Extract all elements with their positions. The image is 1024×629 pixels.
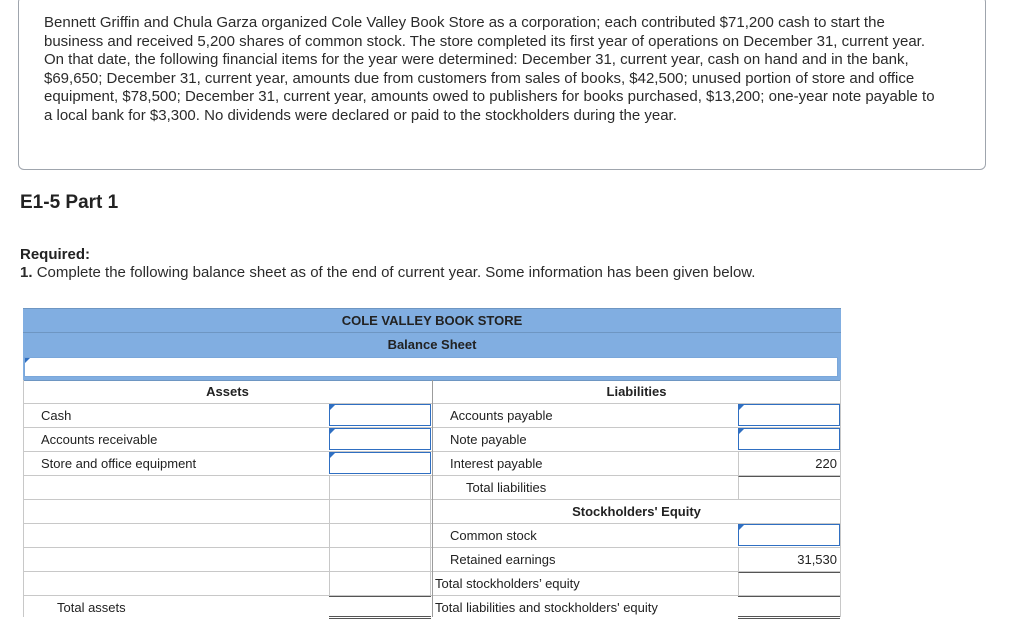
empty-cell xyxy=(329,572,431,595)
total-liabilities-equity-label: Total liabilities and stockholders' equity xyxy=(435,600,658,615)
total-liabilities-label: Total liabilities xyxy=(466,480,547,495)
dropdown-flag-icon xyxy=(330,429,335,434)
statement-title: Balance Sheet xyxy=(23,332,841,357)
liability-label-accounts-payable: Accounts payable xyxy=(450,408,553,423)
empty-cell xyxy=(329,548,431,571)
required-instruction-text: Complete the following balance sheet as of the end of current year. Some information has been given below. xyxy=(36,264,756,281)
empty-cell xyxy=(329,524,431,547)
note-payable-input[interactable] xyxy=(738,428,840,450)
common-stock-input[interactable] xyxy=(738,524,840,546)
empty-cell xyxy=(329,500,431,523)
dropdown-flag-icon xyxy=(739,525,744,530)
accounts-payable-input[interactable] xyxy=(738,404,840,426)
retained-earnings-value: 31,530 xyxy=(738,548,840,571)
part-title: E1-5 Part 1 xyxy=(20,192,119,213)
table-border-right xyxy=(840,380,841,617)
dropdown-flag-icon xyxy=(330,453,335,458)
total-assets-value xyxy=(329,596,431,619)
accounts-receivable-input[interactable] xyxy=(329,428,431,450)
liabilities-heading: Liabilities xyxy=(606,384,667,399)
total-liabilities-value xyxy=(738,476,840,499)
dropdown-flag-icon xyxy=(330,405,335,410)
equity-label-retained-earnings: Retained earnings xyxy=(450,552,556,567)
total-equity-value xyxy=(738,572,840,595)
required-label: Required: xyxy=(20,246,91,263)
asset-label-cash: Cash xyxy=(41,408,72,423)
table-divider xyxy=(432,380,433,617)
stockholders-equity-heading: Stockholders' Equity xyxy=(572,504,701,519)
statement-date-input[interactable] xyxy=(24,357,838,377)
required-number: 1. xyxy=(20,264,33,281)
total-assets-label: Total assets xyxy=(57,600,126,615)
equipment-amount-input[interactable] xyxy=(329,452,431,474)
liability-label-interest-payable: Interest payable xyxy=(450,456,543,471)
total-equity-label: Total stockholders’ equity xyxy=(435,576,580,591)
dropdown-flag-icon xyxy=(739,429,744,434)
assets-heading: Assets xyxy=(206,384,249,399)
table-border-left xyxy=(23,380,24,617)
total-liabilities-equity-value xyxy=(738,596,840,619)
asset-label-equipment: Store and office equipment xyxy=(41,456,197,471)
statement-date-row xyxy=(23,356,841,381)
liability-label-note-payable: Note payable xyxy=(450,432,527,447)
cash-amount-input[interactable] xyxy=(329,404,431,426)
company-name: COLE VALLEY BOOK STORE xyxy=(23,308,841,333)
interest-payable-value: 220 xyxy=(738,452,840,475)
empty-cell xyxy=(329,476,431,499)
problem-statement-text: Bennett Griffin and Chula Garza organized Cole Valley Book Store as a corporation; each contributed $71,200 cash to start the business and received 5,200 shares of common stock. The store completed its first year of operations on December 31, current year. On that date, the following financial items for the year were determined: December 31, current year, cash on hand and in the bank, $69,650; December 31, current year, amounts due from customers from sales of books, $42,500; unused portion of store and office equipment, $78,500; December 31, current year, amounts owed to publishers for books purchased, $13,200; one-year note payable to a local bank for $3,300. No dividends were declared or paid to the stockholders during the year. xyxy=(44,14,935,124)
dropdown-flag-icon xyxy=(739,405,744,410)
required-instruction xyxy=(20,264,755,281)
asset-label-accounts-receivable: Accounts receivable xyxy=(41,432,158,447)
dropdown-flag-icon xyxy=(25,358,30,363)
equity-label-common-stock: Common stock xyxy=(450,528,537,543)
balance-sheet xyxy=(23,308,841,617)
